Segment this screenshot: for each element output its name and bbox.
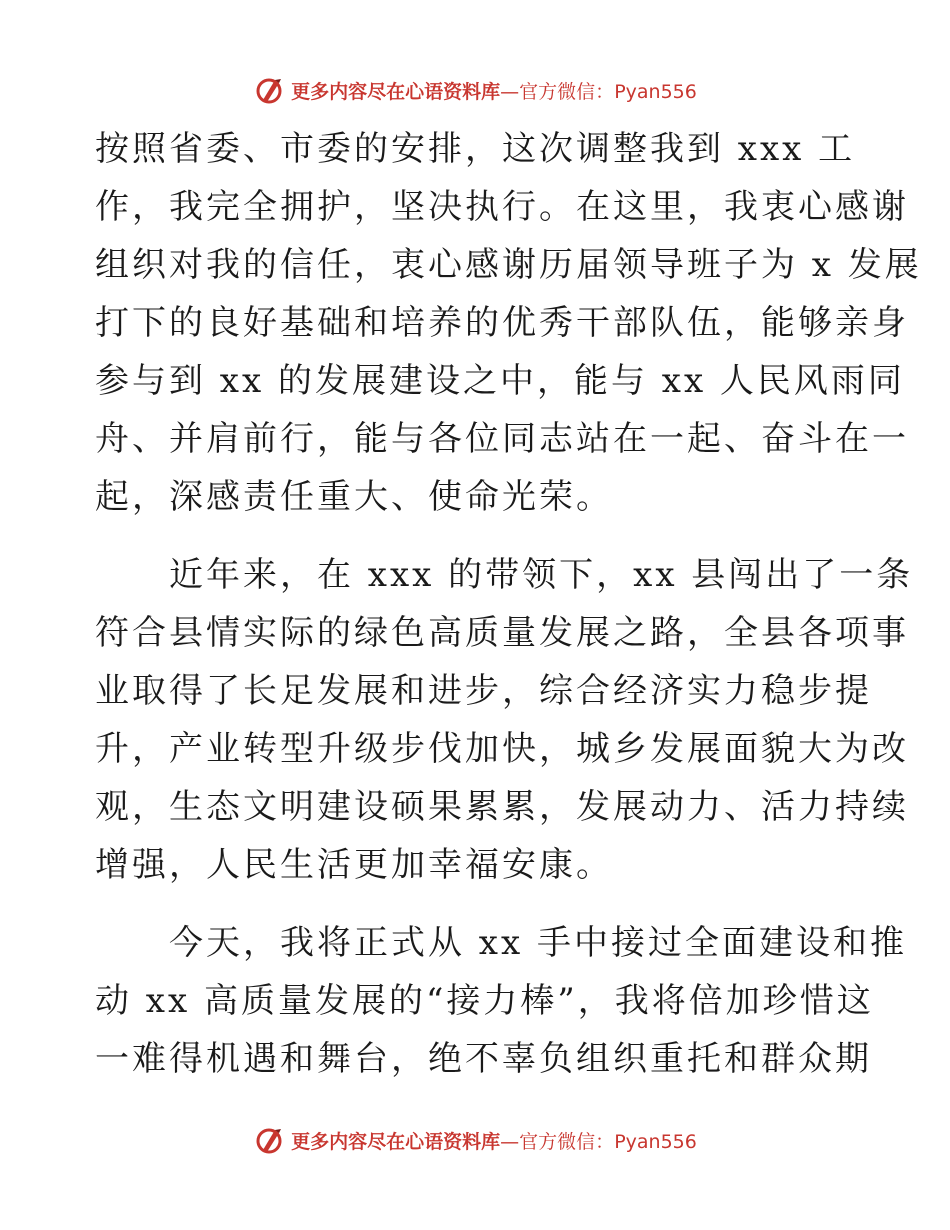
text-line: 打下的良好基础和培养的优秀干部队伍，能够亲身 xyxy=(95,303,909,343)
banner-slogan: 更多内容尽在心语资料库 xyxy=(291,1130,501,1153)
paragraph-gap xyxy=(95,894,855,914)
text-line: 参与到 xx 的发展建设之中，能与 xx 人民风雨同 xyxy=(95,361,905,401)
text-line: 近年来，在 xxx 的带领下，xx 县闯出了一条 xyxy=(95,555,914,595)
text-line: 一难得机遇和舞台，绝不辜负组织重托和群众期 xyxy=(95,1039,872,1079)
text-line: 观，生态文明建设硕果累累，发展动力、活力持续 xyxy=(95,787,909,827)
paragraph-2 xyxy=(95,546,914,894)
banner-wechat-id: Pyan556 xyxy=(614,80,697,103)
footer-banner xyxy=(0,1120,950,1160)
banner-wechat-id: Pyan556 xyxy=(614,1130,697,1153)
text-line: 业取得了长足发展和进步，综合经济实力稳步提 xyxy=(95,671,872,711)
document-body xyxy=(95,120,922,1088)
banner-official-label: 官方微信： xyxy=(519,80,615,103)
banner-official-label: 官方微信： xyxy=(519,1130,615,1153)
text-line: 增强，人民生活更加幸福安康。 xyxy=(95,845,613,885)
banner-slogan: 更多内容尽在心语资料库 xyxy=(291,80,501,103)
paragraph-1 xyxy=(95,120,922,526)
text-line: 今天，我将正式从 xx 手中接过全面建设和推 xyxy=(95,923,907,963)
text-line: 起，深感责任重大、使命光荣。 xyxy=(95,477,613,517)
header-banner xyxy=(0,70,950,110)
paragraph-gap xyxy=(95,526,855,546)
text-line: 舟、并肩前行，能与各位同志站在一起、奋斗在一 xyxy=(95,419,909,459)
banner-text xyxy=(291,1127,697,1154)
banner-text xyxy=(291,77,697,104)
text-line: 作，我完全拥护，坚决执行。在这里，我衷心感谢 xyxy=(95,187,909,227)
text-line: 动 xx 高质量发展的“接力棒”，我将倍加珍惜这 xyxy=(95,981,874,1021)
paragraph-3 xyxy=(95,914,907,1088)
text-line: 升，产业转型升级步伐加快，城乡发展面貌大为改 xyxy=(95,729,909,769)
text-line: 按照省委、市委的安排，这次调整我到 xxx 工 xyxy=(95,129,856,169)
pen-logo-icon xyxy=(253,1124,285,1156)
text-line: 符合县情实际的绿色高质量发展之路，全县各项事 xyxy=(95,613,909,653)
text-line: 组织对我的信任，衷心感谢历届领导班子为 x 发展 xyxy=(95,245,922,285)
pen-logo-icon xyxy=(253,74,285,106)
banner-separator: — xyxy=(500,80,520,103)
banner-separator: — xyxy=(500,1130,520,1153)
